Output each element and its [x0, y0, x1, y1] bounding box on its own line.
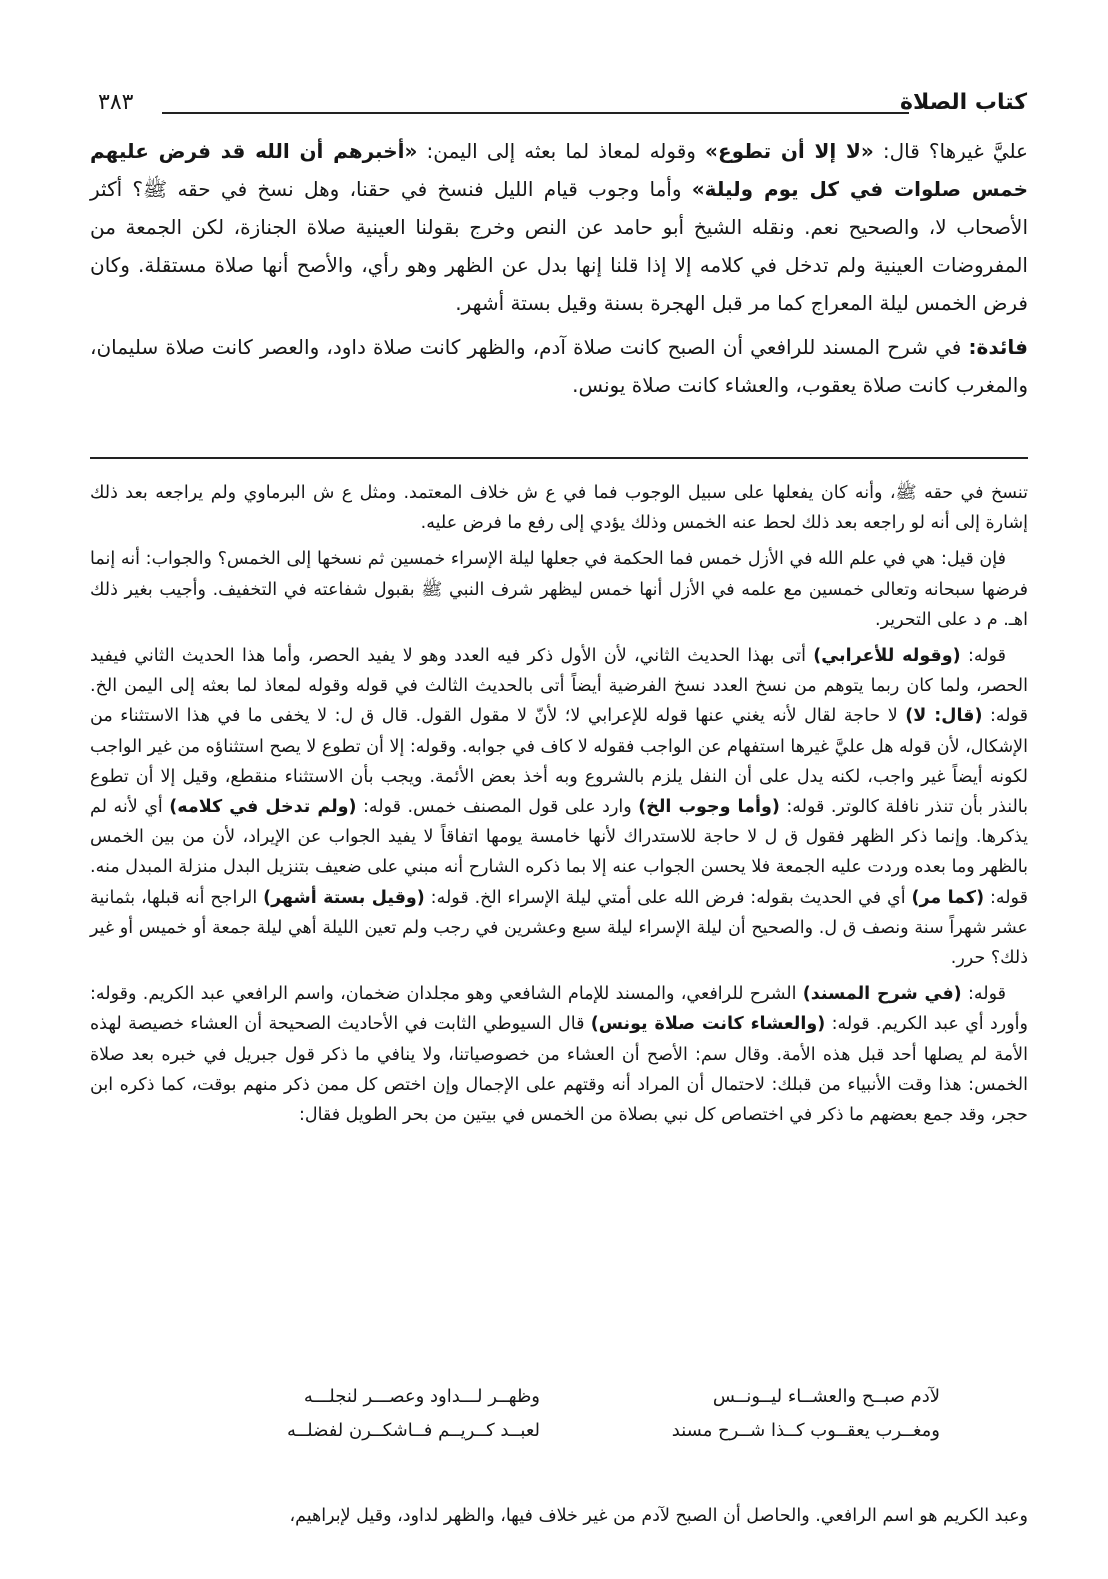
page-header: [92, 90, 1027, 124]
quoted-term: (وقوله للأعرابي): [813, 646, 961, 667]
commentary-notes: [90, 478, 1028, 1136]
benefit-label: فائدة:: [968, 335, 1028, 359]
closing-line: وعبد الكريم هو اسم الرافعي. والحاصل أن الصبح لآدم من غير خلاف فيها، والظهر لداود، وقيل لإبراهيم،: [289, 1506, 1028, 1526]
verse-first-hemistich: لآدم صبــح والعشــاء ليــونــس: [712, 1386, 940, 1407]
main-text: [90, 132, 1028, 404]
verse-first-hemistich: ومغــرب يعقــوب كــذا شــرح مسند: [671, 1420, 940, 1441]
verse-second-hemistich: لعبــد كــريــم فــاشكــرن لفضلــه: [286, 1420, 540, 1441]
footnote-divider: [90, 457, 1028, 459]
quoted-term: (وأما وجوب الخ): [638, 797, 780, 818]
hadith-quote: «لا إلا أن تطوع»: [705, 139, 874, 163]
quoted-term: (في شرح المسند): [802, 984, 962, 1005]
running-title: كتاب الصلاة: [900, 90, 1027, 115]
quoted-term: (ولم تدخل في كلامه): [169, 797, 357, 818]
main-paragraph-1: عليَّ غيرها؟ قال: «لا إلا أن تطوع» وقوله لمعاذ لما بعثه إلى اليمن: «أخبرهم أن الله قد فرض عليهم خمس صلوات في كل يوم وليلة» وأما وجوب قيام الليل فنسخ في حقنا، وهل نسخ في حقه ﷺ؟ أكثر الأصحاب لا، والصحيح نعم. ونقله الشيخ أبو حامد عن النص وخرج بقولنا العينية صلاة الجنازة، لكن الجمعة من المفروضات العينية ولم تدخل في كلامه إلا إذا قلنا إنها بدل عن الظهر وهو رأي، والأصح أنها صلاة مستقلة. وكان فرض الخمس ليلة المعراج كما مر قبل الهجرة بسنة وقيل بستة أشهر.: [90, 139, 1028, 315]
note-paragraph-1: تنسخ في حقه ﷺ، وأنه كان يفعلها على سبيل الوجوب فما في ع ش خلاف المعتمد. ومثل ع ش البرماوي ولم يراجعه بعد ذلك إشارة إلى أنه لو راجعه بعد ذلك لحط عنه الخمس وذلك يؤدي إلى رفع ما فرض عليه.: [90, 483, 1028, 534]
quoted-term: (كما مر): [911, 887, 985, 908]
poem-verse-1: [200, 1386, 940, 1420]
poem-verses: [200, 1386, 940, 1454]
main-paragraph-2: فائدة: في شرح المسند للرافعي أن الصبح كانت صلاة آدم، والظهر كانت صلاة داود، والعصر كانت صلاة سليمان، والمغرب كانت صلاة يعقوب، والعشاء كانت صلاة يونس.: [90, 335, 1028, 397]
header-rule: [162, 112, 909, 114]
quoted-term: (وقيل بستة أشهر): [263, 887, 425, 908]
note-paragraph-4: قوله: (في شرح المسند) الشرح للرافعي، والمسند للإمام الشافعي وهو مجلدان ضخمان، واسم الرافعي عبد الكريم. وقوله: وأورد أي عبد الكريم. قوله: (والعشاء كانت صلاة يونس) قال السيوطي الثابت في الأحاديث الصحيحة أن العشاء خصيصة لهذه الأمة لم يصلها أحد قبل هذه الأمة. وقال سم: الأصح أن العشاء من خصوصياتنا، ولا ينافي ما ذكر قول جبريل في خبره بعد صلاة الخمس: هذا وقت الأنبياء من قبلك: لاحتمال أن المراد أنه وقتهم على الإجمال وإن اختص كل ممن ذكر منهم بوقت، كما ذكره ابن حجر، وقد جمع بعضهم ما ذكر في اختصاص كل نبي بصلاة من الخمس في بيتين من بحر الطويل فقال:: [90, 984, 1028, 1126]
quoted-term: (قال: لا): [905, 706, 983, 727]
hadith-quote: «أخبرهم أن الله قد فرض عليهم خمس صلوات في كل يوم وليلة»: [90, 139, 1028, 201]
page-number: ٣٨٣: [98, 90, 134, 115]
poem-verse-2: [200, 1420, 940, 1454]
verse-second-hemistich: وظهــر لـــداود وعصـــر لنجلـــه: [303, 1386, 540, 1407]
note-paragraph-3: قوله: (وقوله للأعرابي) أتى بهذا الحديث الثاني، لأن الأول ذكر فيه العدد وهو لا يفيد الحصر، وأما هذا الحديث الثاني فيفيد الحصر، ولما كان ربما يتوهم من نسخ العدد نسخ الفرضية أيضاً أتى بالحديث الثالث في قوله وقوله لمعاذ لما بعثه إلى اليمن الخ. قوله: (قال: لا) لا حاجة لقال لأنه يغني عنها قوله للإعرابي لا؛ لأنّ لا مقول القول. قال ق ل: لا يخفى ما في هذا الاستثناء من الإشكال، لأن قوله هل عليَّ غيرها استفهام عن الواجب فقوله لا كاف في جوابه. وقوله: إلا أن تطوع لا يصح استثناؤه من غير الواجب لكونه أيضاً غير واجب، لكنه يدل على أن النفل يلزم بالشروع وبه أخذ بعض الأئمة. ويجب بأن الاستثناء منقطع، وقيل إلا أن تطوع بالنذر بأن تنذر نافلة كالوتر. قوله: (وأما وجوب الخ) وارد على قول المصنف خمس. قوله: (ولم تدخل في كلامه) أي لأنه لم يذكرها. وإنما ذكر الظهر فقول ق ل لا حاجة للاستدراك لأنها خامسة يومها اتفاقاً لا يفيد الجواب عن الإيراد، لأن من بين الخمس بالظهر وما بعده وردت عليه الجمعة فلا يحسن الجواب عنه إلا بما ذكره الشارح أنه مبني على ضعيف بتنزيل البدل منزلة المبدل منه. قوله: (كما مر) أي في الحديث بقوله: فرض الله على أمتي ليلة الإسراء الخ. قوله: (وقيل بستة أشهر) الراجح أنه قبلها، بثمانية عشر شهراً سنة ونصف ق ل. والصحيح أن ليلة الإسراء ليلة سبع وعشرين في رجب ولم تعين الليلة أهي ليلة جمعة أو خميس أو غير ذلك؟ حرر.: [90, 646, 1029, 969]
quoted-term: (والعشاء كانت صلاة يونس): [590, 1014, 826, 1035]
note-paragraph-2: فإن قيل: هي في علم الله في الأزل خمس فما الحكمة في جعلها ليلة الإسراء خمسين ثم نسخها إلى الخمس؟ والجواب: أنه إنما فرضها سبحانه وتعالى خمسين مع علمه في الأزل أنها خمس ليظهر شرف النبي ﷺ بقبول شفاعته في التخفيف. وأجيب بغير ذلك اهـ. م د على التحرير.: [90, 549, 1028, 630]
